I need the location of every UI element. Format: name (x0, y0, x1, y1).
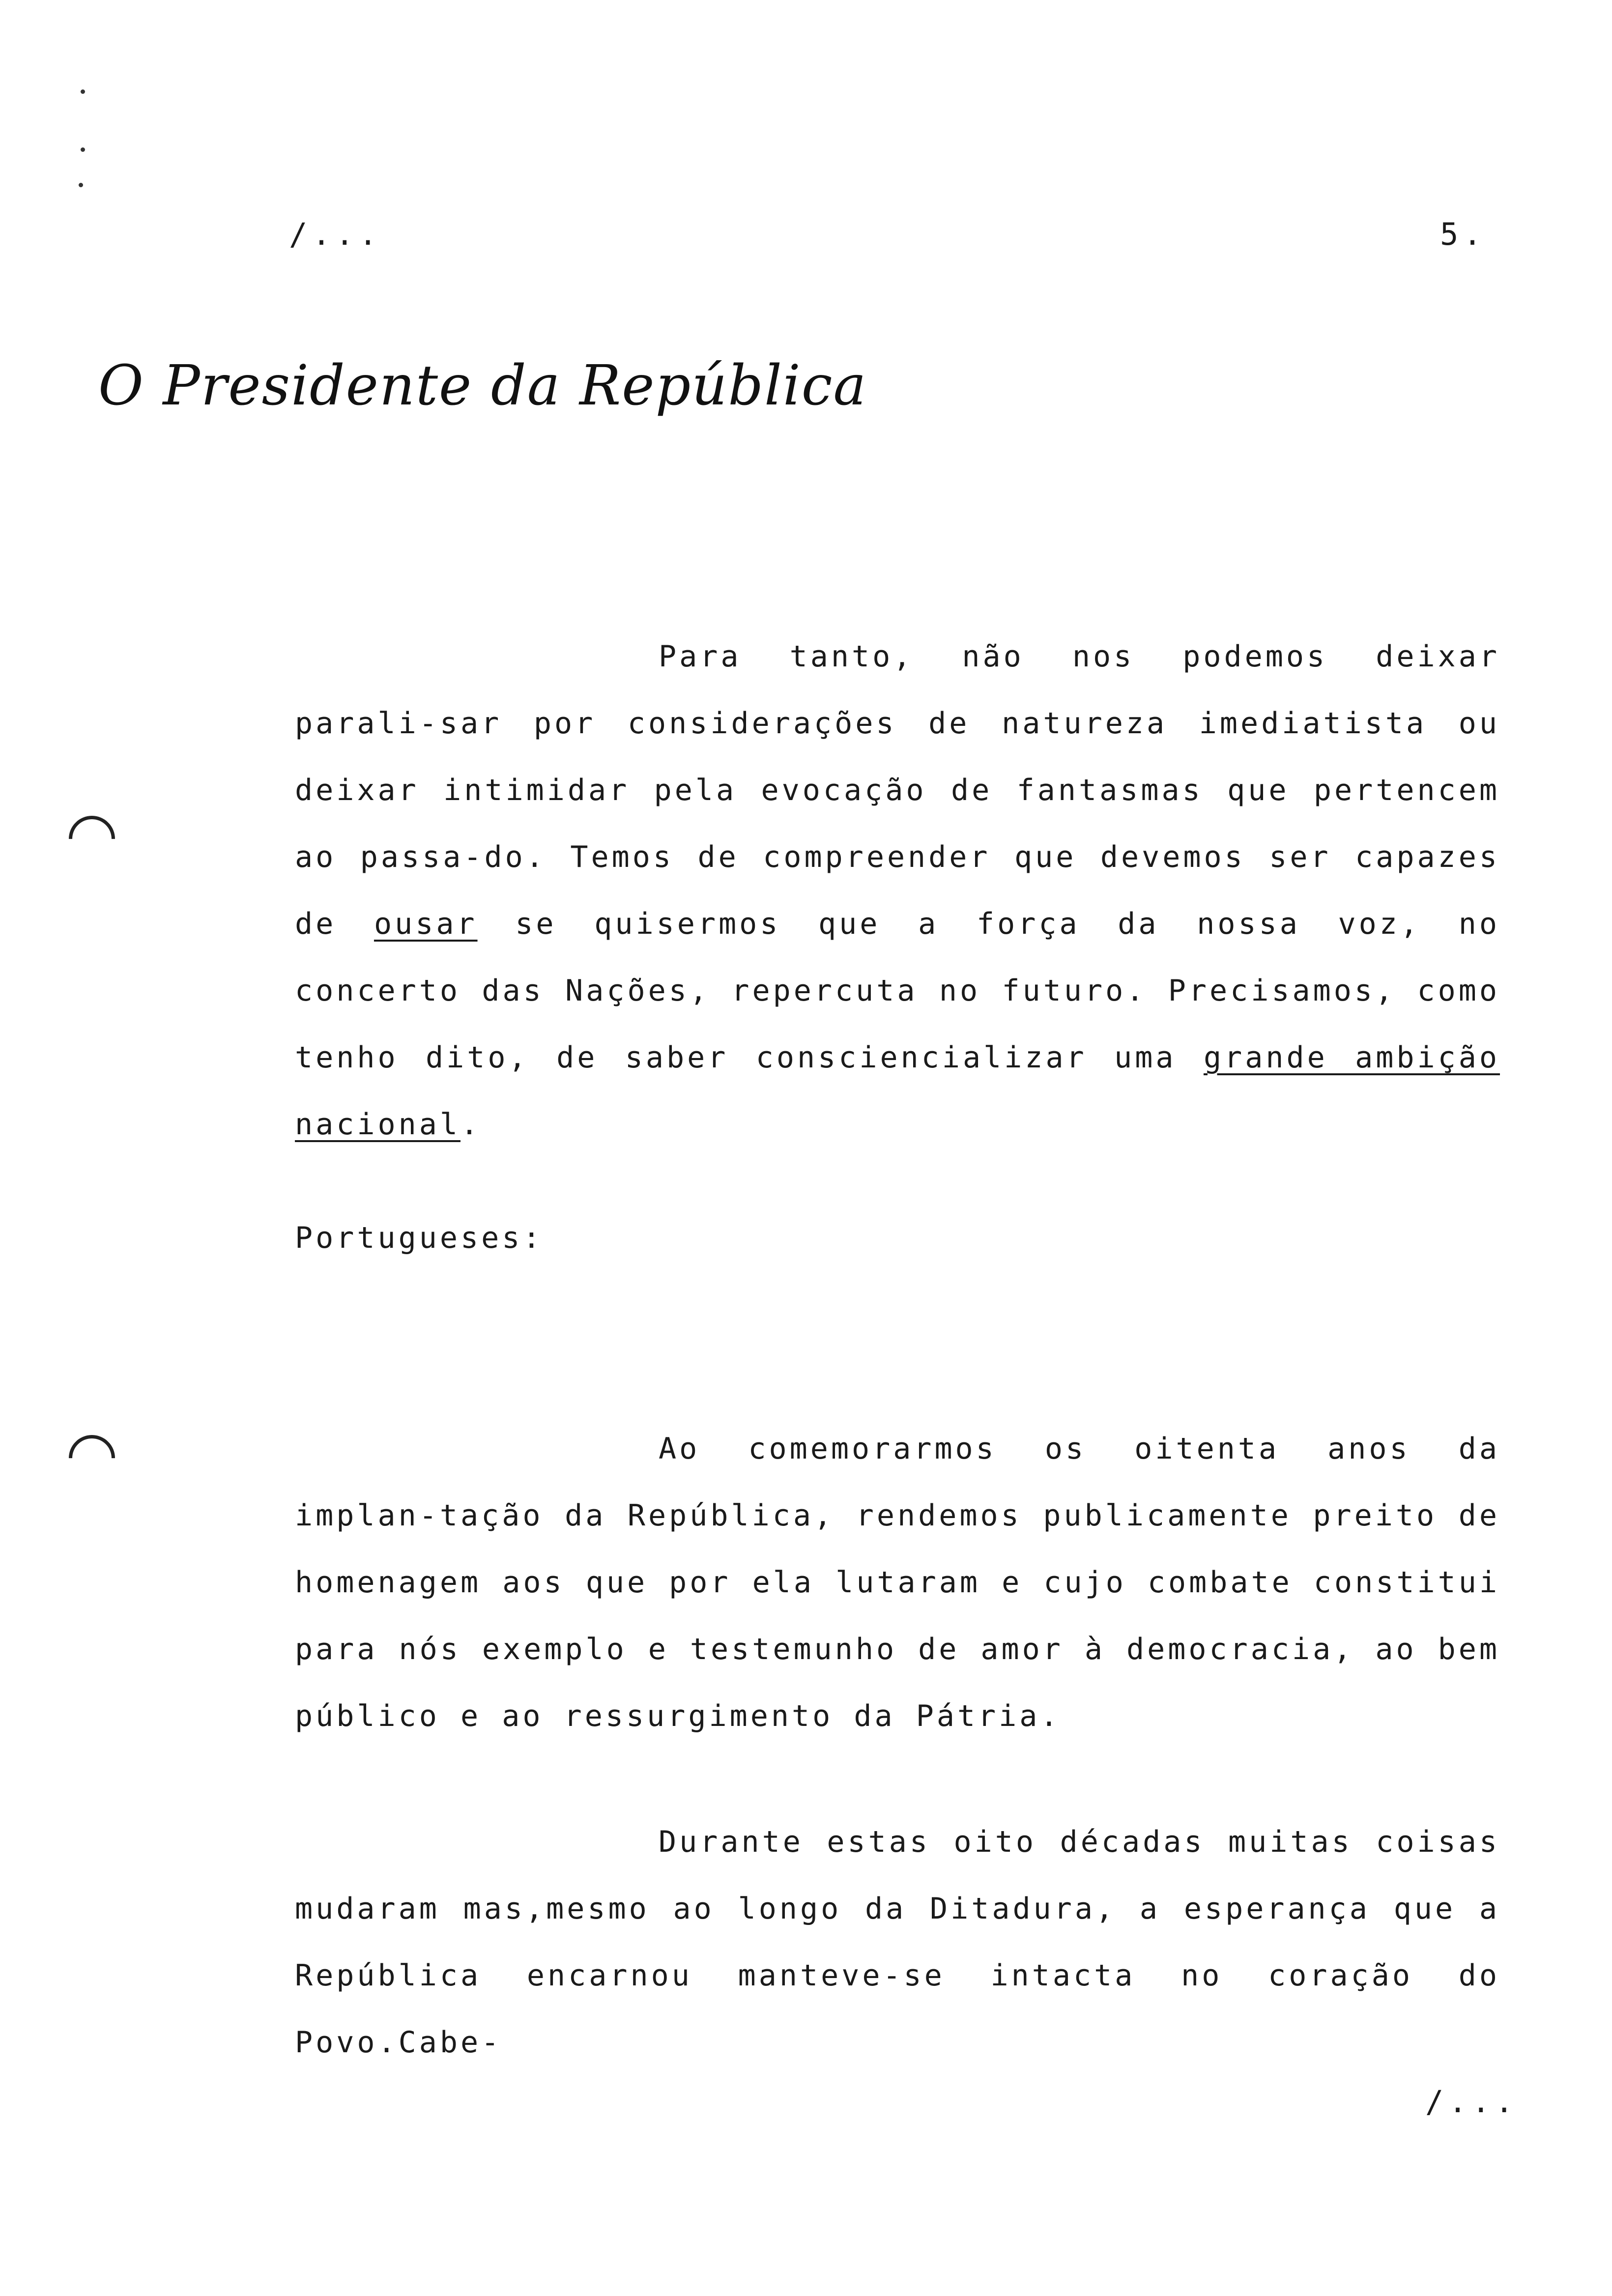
continuation-marker-bottom: /... (1425, 2084, 1519, 2120)
continuation-marker-top: /... (289, 216, 382, 252)
letterhead: O Presidente da República (98, 354, 867, 418)
paragraph-2 (295, 1415, 1500, 1750)
paragraph-3-text: Durante estas oito décadas muitas coisas mudaram mas,mesmo ao longo da Ditadura, a esperança que a República encarnou manteve-se intacta no coração do Povo.Cabe- (295, 1825, 1500, 2060)
underlined-phrase-ambicao: grande ambição nacional (295, 1040, 1500, 1142)
scan-mark (81, 89, 85, 94)
hole-punch-mark (59, 1426, 125, 1491)
paragraph-1-text-end: . (460, 1107, 482, 1142)
scan-mark (81, 147, 85, 152)
underlined-word-ousar: ousar (374, 907, 478, 941)
paragraph-1-text-b: se quisermos que a força da nossa voz, no concerto das Nações, repercuta no futuro. Precisamos, como tenho dito, de saber consciencializar uma (295, 907, 1500, 1075)
salutation: Portugueses: (295, 1221, 544, 1255)
page-number: 5. (1440, 216, 1487, 252)
paragraph-2-text: Ao comemorarmos os oitenta anos da implan-tação da República, rendemos publicamente preito de homenagem aos que por ela lutaram e cujo combate constitui para nós exemplo e testemunho de amor à democracia, ao bem público e ao ressurgimento da Pátria. (295, 1432, 1500, 1733)
paragraph-1 (295, 623, 1500, 1158)
paragraph-3 (295, 1808, 1500, 2076)
hole-punch-mark (59, 806, 125, 872)
scan-mark (79, 183, 83, 187)
paragraph-1-text-a: Para tanto, não nos podemos deixar parali-sar por considerações de natureza imediatista ou deixar intimidar pela evocação de fantasmas que pertencem ao passa-do. Temos de compreender que devemos ser capazes de (295, 639, 1500, 941)
